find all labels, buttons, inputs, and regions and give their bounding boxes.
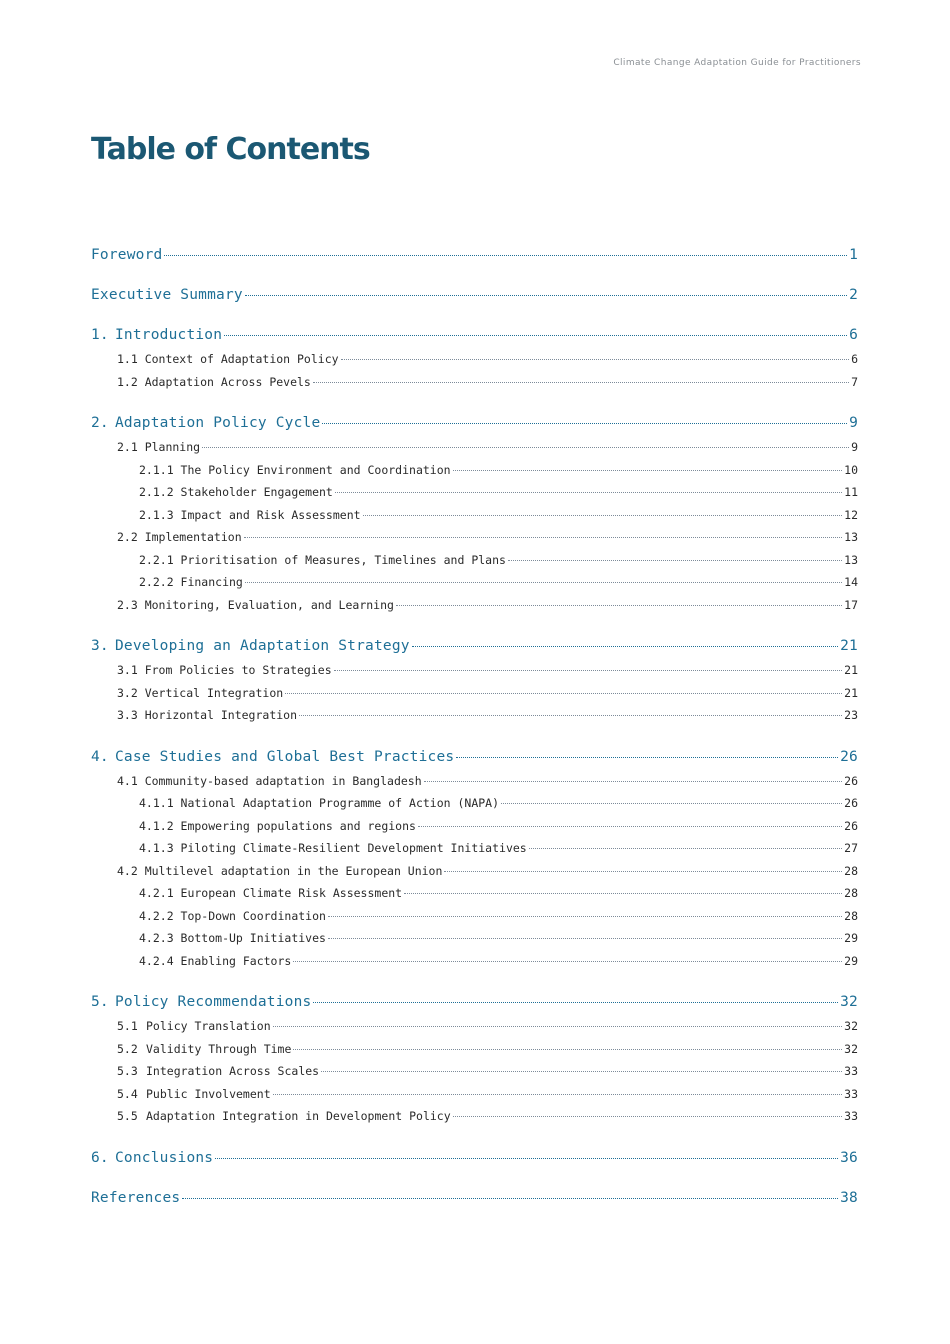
toc-entry-label <box>91 994 311 1010</box>
toc-entry-text: 2.3 Monitoring, Evaluation, and Learning <box>117 597 394 612</box>
dot-leader <box>313 1002 838 1003</box>
toc-entry-text: 4.2.2 Top-Down Coordination <box>139 908 326 923</box>
dot-leader <box>182 1198 838 1199</box>
toc-entry-subsection[interactable] <box>91 553 858 576</box>
toc-entry-number: 2. <box>91 415 109 431</box>
toc-entry-label <box>91 1150 213 1166</box>
dot-leader <box>293 1049 842 1050</box>
toc-entry-label <box>139 485 333 499</box>
dot-leader <box>453 470 843 471</box>
toc-entry-text: Executive Summary <box>91 287 243 303</box>
dot-leader <box>273 1094 843 1095</box>
toc-entry-page-number: 9 <box>849 415 858 431</box>
toc-entry-number: 1. <box>91 327 109 343</box>
toc-entry-label <box>91 1190 180 1206</box>
dot-leader <box>244 537 843 538</box>
toc-entry-page-number: 2 <box>849 287 858 303</box>
running-header: Climate Change Adaptation Guide for Practitioners <box>613 58 861 68</box>
toc-entry-subsection[interactable] <box>91 485 858 508</box>
toc-entry-page-number: 26 <box>844 773 858 788</box>
toc-entry-page-number: 27 <box>844 841 858 855</box>
toc-entry-section[interactable] <box>91 774 858 797</box>
toc-entry-text: 4.2.1 European Climate Risk Assessment <box>139 886 403 900</box>
toc-entry-page-number: 29 <box>844 931 858 945</box>
toc-entry-page-number: 13 <box>844 552 858 567</box>
toc-entry-page-number: 10 <box>844 462 858 477</box>
toc-entry-label <box>117 1064 319 1078</box>
dot-leader <box>328 916 842 917</box>
dot-leader <box>335 492 842 493</box>
toc-entry-page-number: 21 <box>840 638 858 654</box>
toc-entry-chapter[interactable] <box>91 1190 858 1212</box>
dot-leader <box>245 582 842 583</box>
dot-leader <box>404 893 842 894</box>
toc-entry-label <box>139 796 499 810</box>
dot-leader <box>321 1071 842 1072</box>
toc-entry-label <box>139 954 291 968</box>
toc-entry-subsection[interactable] <box>91 909 858 932</box>
toc-entry-text: Introduction <box>115 327 223 343</box>
dot-leader <box>418 826 842 827</box>
dot-leader <box>501 803 842 804</box>
toc-entry-section[interactable] <box>91 864 858 887</box>
toc-entry-text: 2.1.1 The Policy Environment and Coordination <box>139 462 451 477</box>
toc-entry-number: 5.3 <box>117 1064 138 1078</box>
toc-entry-number: 5. <box>91 994 109 1010</box>
toc-entry-section[interactable] <box>91 352 858 375</box>
toc-entry-text: Adaptation Policy Cycle <box>115 415 321 431</box>
toc-entry-chapter[interactable] <box>91 287 858 309</box>
toc-entry-page-number: 21 <box>844 685 858 700</box>
toc-entry-page-number: 26 <box>840 748 858 765</box>
dot-leader <box>363 515 843 516</box>
toc-entry-page-number: 7 <box>851 374 858 389</box>
dot-leader <box>424 781 843 782</box>
toc-entry-chapter[interactable] <box>91 327 858 349</box>
toc-entry-text: Developing an Adaptation Strategy <box>115 638 410 654</box>
toc-entry-label <box>117 1087 271 1101</box>
toc-entry-label <box>117 663 332 677</box>
toc-entry-text: 1.1 Context of Adaptation Policy <box>117 352 339 366</box>
toc-entry-text: 4.2.4 Enabling Factors <box>139 953 292 968</box>
toc-entry-page-number: 32 <box>844 1019 858 1033</box>
toc-entry-label <box>139 909 326 923</box>
toc-entry-label <box>91 247 162 263</box>
dot-leader <box>341 359 850 360</box>
toc-entry-label <box>139 819 416 833</box>
dot-leader <box>293 961 842 962</box>
dot-leader <box>215 1158 838 1159</box>
toc-entry-text: 1.2 Adaptation Across Pevels <box>117 374 311 389</box>
toc-entry-text: 4.1.1 National Adaptation Programme of Action (NAPA) <box>139 796 500 810</box>
toc-entry-text: Conclusions <box>115 1149 214 1166</box>
toc-entry-subsection[interactable] <box>91 886 858 909</box>
toc-entry-label <box>139 886 402 900</box>
toc-entry-page-number: 12 <box>844 507 858 522</box>
dot-leader <box>313 382 849 383</box>
toc-entry-page-number: 17 <box>844 597 858 612</box>
toc-entry-label <box>139 553 506 567</box>
toc-entry-label <box>139 931 326 945</box>
toc-entry-text: Case Studies and Global Best Practices <box>115 748 455 765</box>
toc-entry-page-number: 28 <box>844 863 858 878</box>
toc-entry-subsection[interactable] <box>91 575 858 598</box>
toc-entry-label <box>117 708 297 722</box>
toc-entry-chapter[interactable] <box>91 247 858 269</box>
toc-entry-section[interactable] <box>91 1087 858 1110</box>
toc-entry-label <box>117 1019 271 1033</box>
toc-entry-text: Public Involvement <box>146 1086 271 1101</box>
dot-leader <box>164 255 847 256</box>
toc-entry-label <box>117 440 200 454</box>
toc-entry-text: 2.2.1 Prioritisation of Measures, Timelines and Plans <box>139 552 506 567</box>
dot-leader <box>285 693 842 694</box>
toc-entry-section[interactable] <box>91 440 858 463</box>
toc-entry-label <box>117 352 339 366</box>
toc-entry-text: 4.1.3 Piloting Climate-Resilient Development Initiatives <box>139 841 527 855</box>
toc-entry-page-number: 28 <box>844 886 858 900</box>
toc-entry-page-number: 33 <box>844 1086 858 1101</box>
toc-entry-label <box>139 508 361 522</box>
dot-leader <box>328 938 842 939</box>
toc-entry-page-number: 21 <box>844 663 858 677</box>
toc-entry-page-number: 14 <box>844 575 858 589</box>
dot-leader <box>273 1026 843 1027</box>
toc-entry-text: References <box>91 1189 181 1206</box>
toc-entry-chapter[interactable] <box>91 638 858 660</box>
toc-entry-section[interactable] <box>91 530 858 553</box>
toc-entry-section[interactable] <box>91 1109 858 1132</box>
toc-entry-chapter[interactable] <box>91 415 858 437</box>
toc-entry-text: Policy Recommendations <box>115 994 312 1010</box>
toc-entry-section[interactable] <box>91 1042 858 1065</box>
toc-entry-chapter[interactable] <box>91 994 858 1016</box>
toc-entry-label <box>91 327 222 343</box>
toc-entry-number: 4. <box>91 748 109 765</box>
toc-entry-page-number: 6 <box>849 327 858 343</box>
toc-entry-page-number: 32 <box>844 1041 858 1056</box>
toc-entry-section[interactable] <box>91 375 858 398</box>
toc-entry-label <box>117 530 242 544</box>
toc-entry-label <box>117 774 422 788</box>
page-title: Table of Contents <box>91 132 370 167</box>
toc-entry-subsection[interactable] <box>91 954 858 977</box>
dot-leader <box>299 715 842 716</box>
toc-entry-page-number: 26 <box>844 818 858 833</box>
toc-entry-text: 2.2.2 Financing <box>139 575 243 589</box>
toc-entry-label <box>117 1109 451 1123</box>
toc-entry-section[interactable] <box>91 1064 858 1087</box>
toc-entry-label <box>139 463 451 477</box>
toc-entry-label <box>117 686 283 700</box>
toc-entry-page-number: 33 <box>844 1109 858 1123</box>
toc-entry-number: 3. <box>91 638 109 654</box>
dot-leader <box>412 646 838 647</box>
toc-entry-number: 5.4 <box>117 1086 138 1101</box>
toc-entry-text: Foreword <box>91 247 163 263</box>
toc-entry-number: 6. <box>91 1149 109 1166</box>
dot-leader <box>245 295 847 296</box>
toc-entry-text: 4.2 Multilevel adaptation in the European Union <box>117 863 443 878</box>
toc-entry-chapter[interactable] <box>91 749 858 771</box>
toc-entry-page-number: 13 <box>844 530 858 544</box>
dot-leader <box>202 447 849 448</box>
toc-entry-label <box>91 415 320 431</box>
dot-leader <box>322 423 847 424</box>
table-of-contents <box>91 247 858 1212</box>
toc-entry-subsection[interactable] <box>91 508 858 531</box>
dot-leader <box>529 848 842 849</box>
toc-entry-text: 3.2 Vertical Integration <box>117 685 284 700</box>
toc-entry-section[interactable] <box>91 708 858 731</box>
toc-entry-section[interactable] <box>91 663 858 686</box>
toc-entry-label <box>117 375 311 389</box>
dot-leader <box>396 605 842 606</box>
toc-entry-number: 5.5 <box>117 1109 138 1123</box>
toc-entry-text: 2.1 Planning <box>117 440 201 454</box>
toc-entry-page-number: 38 <box>840 1189 858 1206</box>
toc-entry-subsection[interactable] <box>91 796 858 819</box>
toc-entry-text: 3.1 From Policies to Strategies <box>117 663 332 677</box>
toc-entry-label <box>91 287 243 303</box>
toc-entry-text: 4.2.3 Bottom-Up Initiatives <box>139 931 326 945</box>
toc-entry-section[interactable] <box>91 686 858 709</box>
toc-entry-page-number: 11 <box>844 485 858 499</box>
toc-entry-page-number: 32 <box>840 994 858 1010</box>
toc-entry-text: Integration Across Scales <box>146 1064 320 1078</box>
toc-entry-page-number: 23 <box>844 708 858 722</box>
toc-entry-text: 3.3 Horizontal Integration <box>117 708 298 722</box>
toc-entry-subsection[interactable] <box>91 841 858 864</box>
toc-entry-text: 2.2 Implementation <box>117 530 242 544</box>
toc-entry-label <box>139 575 243 589</box>
toc-entry-subsection[interactable] <box>91 931 858 954</box>
dot-leader <box>334 670 843 671</box>
toc-entry-label <box>91 749 454 765</box>
dot-leader <box>456 757 838 758</box>
toc-entry-page-number: 36 <box>840 1149 858 1166</box>
toc-entry-text: 2.1.2 Stakeholder Engagement <box>139 485 333 499</box>
toc-entry-label <box>117 598 394 612</box>
toc-entry-subsection[interactable] <box>91 819 858 842</box>
toc-entry-number: 5.1 <box>117 1019 138 1033</box>
toc-entry-page-number: 29 <box>844 953 858 968</box>
toc-entry-page-number: 1 <box>849 247 858 263</box>
toc-entry-label <box>91 638 410 654</box>
toc-entry-number: 5.2 <box>117 1041 138 1056</box>
toc-entry-label <box>117 864 442 878</box>
dot-leader <box>508 560 842 561</box>
dot-leader <box>224 335 847 336</box>
toc-entry-chapter[interactable] <box>91 1150 858 1172</box>
toc-entry-label <box>117 1042 291 1056</box>
toc-entry-text: Policy Translation <box>146 1019 271 1033</box>
toc-entry-text: 4.1.2 Empowering populations and regions <box>139 818 416 833</box>
toc-entry-section[interactable] <box>91 598 858 621</box>
toc-entry-subsection[interactable] <box>91 463 858 486</box>
toc-entry-text: 4.1 Community-based adaptation in Bangladesh <box>117 773 422 788</box>
toc-entry-label <box>139 841 527 855</box>
toc-entry-page-number: 26 <box>844 796 858 810</box>
toc-entry-section[interactable] <box>91 1019 858 1042</box>
toc-entry-page-number: 9 <box>851 440 858 454</box>
toc-entry-page-number: 33 <box>844 1064 858 1078</box>
toc-entry-page-number: 6 <box>851 352 858 366</box>
toc-entry-text: Adaptation Integration in Development Policy <box>146 1109 451 1123</box>
toc-entry-text: 2.1.3 Impact and Risk Assessment <box>139 507 361 522</box>
dot-leader <box>444 871 842 872</box>
toc-entry-text: Validity Through Time <box>146 1041 292 1056</box>
dot-leader <box>453 1116 843 1117</box>
toc-entry-page-number: 28 <box>844 908 858 923</box>
